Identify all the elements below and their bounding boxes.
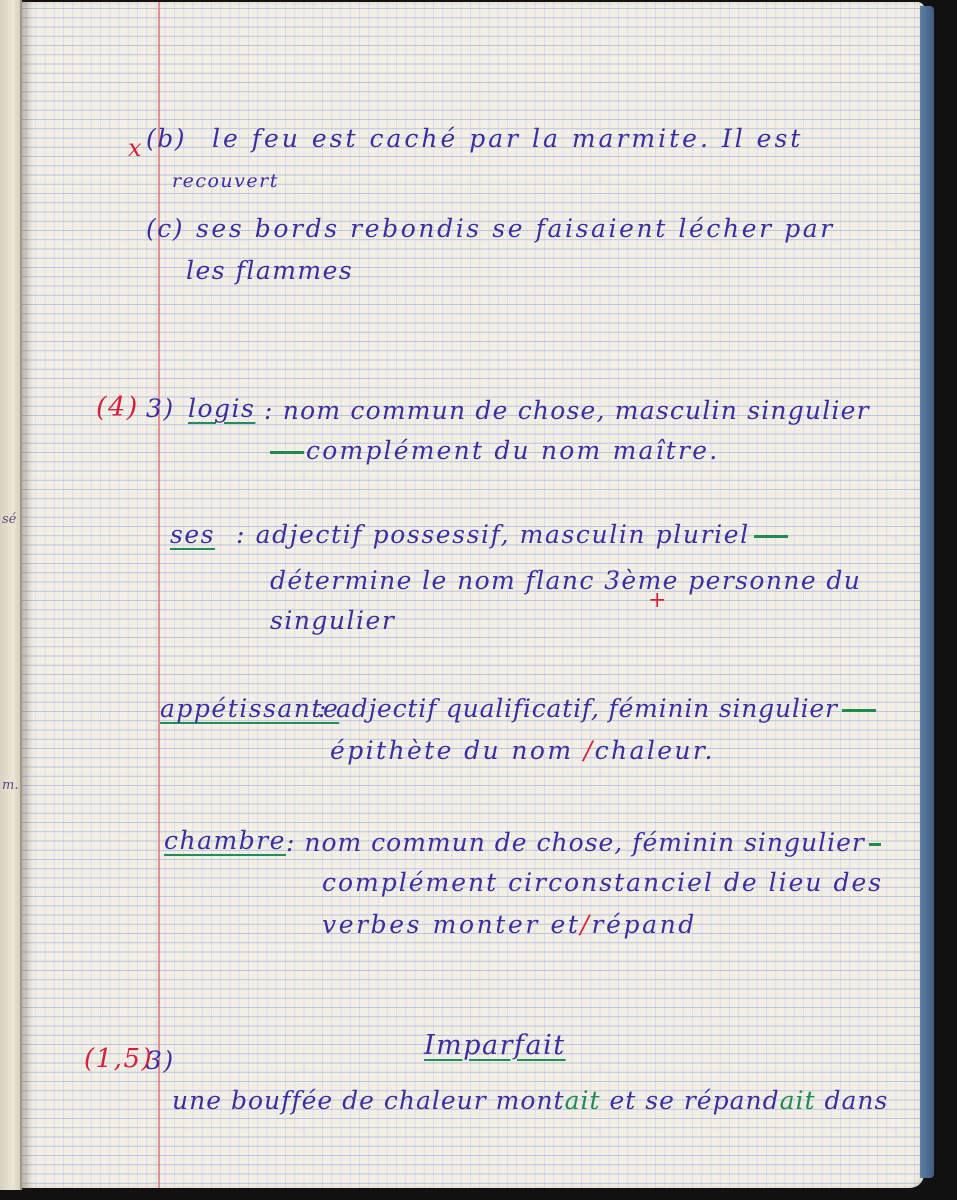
- answer-line: : nom commun de chose, féminin singulier: [286, 828, 881, 857]
- red-cross-mark: x: [128, 134, 144, 162]
- analysed-word: appétissante: [160, 694, 340, 723]
- answer-line: complément circonstanciel de lieu des: [322, 868, 884, 897]
- answer-line: épithète du nom /chaleur.: [330, 736, 715, 765]
- answer-line: ses bords rebondis se faisaient lécher par: [196, 214, 835, 243]
- answer-line: verbes monter et/répand: [322, 910, 697, 939]
- answer-line: détermine le nom flanc 3ème personne du: [270, 566, 862, 595]
- score-mark: (4): [96, 392, 139, 423]
- answer-line: : adjectif qualificatif, féminin singulier: [318, 694, 876, 723]
- left-page-fragment: sé: [2, 512, 17, 527]
- answer-line: : adjectif possessif, masculin pluriel: [236, 520, 788, 549]
- answer-line: les flammes: [186, 256, 354, 285]
- analysed-word: chambre: [164, 826, 286, 855]
- item-label-b: (b): [146, 124, 187, 153]
- answer-line: complément du nom maître.: [270, 436, 719, 465]
- red-correction-mark: +: [648, 588, 668, 613]
- answer-line: singulier: [270, 606, 396, 635]
- left-page-fragment: m.: [2, 778, 19, 793]
- question-number: 3): [146, 1046, 175, 1075]
- answer-line: le feu est caché par la marmite. Il est: [212, 124, 804, 153]
- section-title: Imparfait: [424, 1030, 566, 1061]
- analysed-word: logis: [188, 394, 256, 423]
- score-mark: (1,5): [84, 1044, 154, 1074]
- question-number: 3): [146, 394, 175, 423]
- answer-line: recouvert: [172, 170, 279, 192]
- analysed-word: ses: [170, 520, 215, 549]
- item-label-c: (c): [146, 214, 185, 243]
- answer-line: : nom commun de chose, masculin singulier: [264, 396, 870, 425]
- answer-line: une bouffée de chaleur montait et se répandait dans: [172, 1086, 889, 1115]
